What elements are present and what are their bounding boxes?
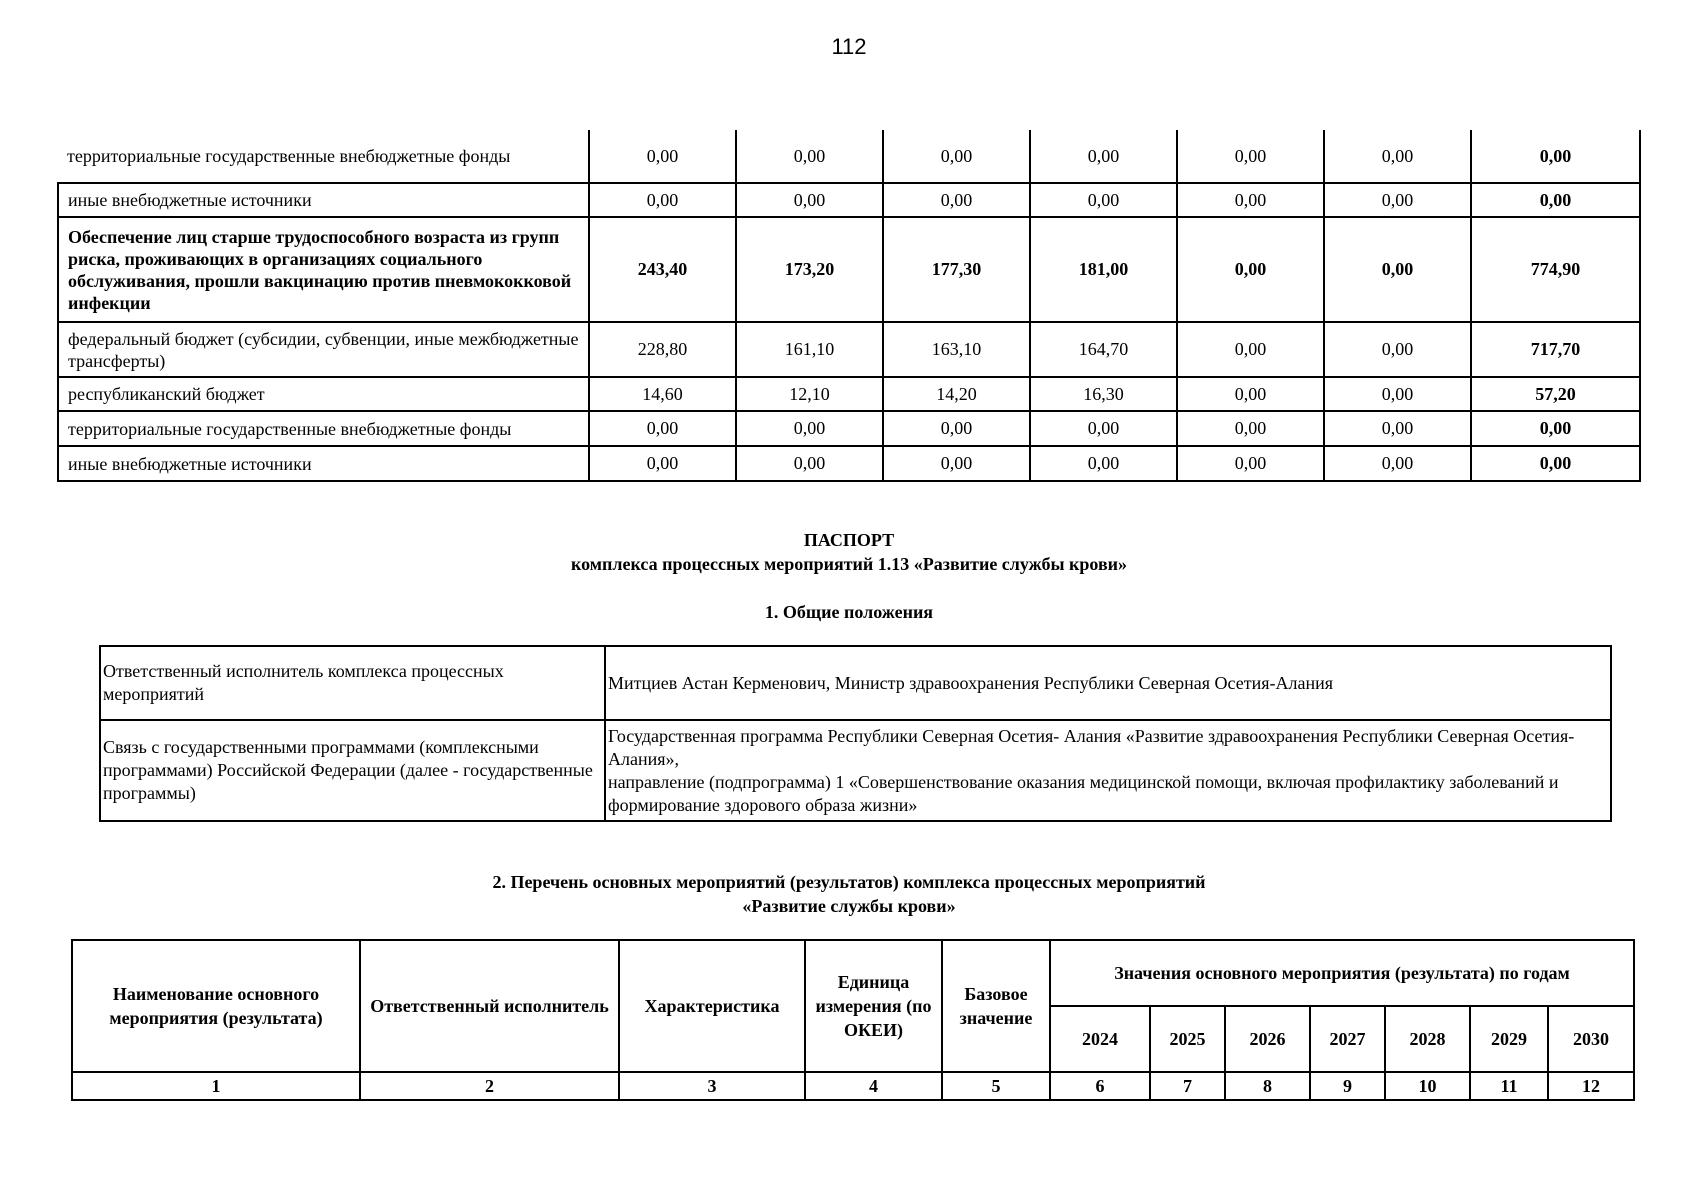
financing-row [58,377,1640,411]
column-number: 6 [1050,1072,1150,1100]
financing-value: 0,00 [1030,130,1177,183]
header-executor: Ответственный исполнитель [360,940,619,1072]
general-value-line: Государственная программа Республики Северная Осетия- Алания «Развитие здравоохранения Республики Северная Осетия-Алания», [608,725,1575,769]
activities-table [71,939,1635,1101]
financing-row [58,322,1640,377]
financing-total: 717,70 [1471,322,1640,377]
year-header: 2028 [1385,1006,1470,1072]
column-number: 5 [942,1072,1050,1100]
financing-value: 0,00 [1177,446,1324,481]
general-value-line: направление (подпрограмма) 1 «Совершенствование оказания медицинской помощи, включая профилактику заболеваний и формирование здорового образа жизни» [608,771,1559,815]
financing-value: 0,00 [883,446,1030,481]
financing-value: 163,10 [883,322,1030,377]
page-number: 112 [831,34,867,59]
financing-total: 57,20 [1471,377,1640,411]
financing-value: 173,20 [736,217,883,322]
numbering-row [72,1072,1634,1100]
column-number: 7 [1150,1072,1225,1100]
header-values-by-year: Значения основного мероприятия (результата) по годам [1050,940,1634,1006]
financing-value: 0,00 [1324,377,1471,411]
financing-value: 12,10 [736,377,883,411]
header-unit: Единица измерения (по ОКЕИ) [805,940,942,1072]
financing-value: 14,60 [589,377,736,411]
financing-value: 0,00 [736,411,883,446]
financing-value: 0,00 [1324,183,1471,217]
financing-value: 0,00 [883,411,1030,446]
financing-value: 0,00 [1324,322,1471,377]
financing-label: территориальные государственные внебюджетные фонды [58,130,589,183]
financing-value: 0,00 [1324,130,1471,183]
financing-value: 181,00 [1030,217,1177,322]
general-row [100,720,1611,821]
financing-value: 0,00 [589,411,736,446]
column-number: 11 [1470,1072,1548,1100]
financing-value: 0,00 [589,446,736,481]
financing-value: 0,00 [736,446,883,481]
general-value [605,720,1611,821]
column-number: 12 [1548,1072,1634,1100]
header-name: Наименование основного мероприятия (результата) [72,940,360,1072]
year-header: 2030 [1548,1006,1634,1072]
column-number: 3 [619,1072,805,1100]
column-number: 2 [360,1072,619,1100]
general-label: Ответственный исполнитель комплекса процессных мероприятий [100,646,605,720]
financing-label: иные внебюджетные источники [58,183,589,217]
column-number: 9 [1310,1072,1385,1100]
financing-value: 16,30 [1030,377,1177,411]
passport-subtitle: комплекса процессных мероприятий 1.13 «Развитие службы крови» [570,554,1128,574]
financing-row [58,130,1640,183]
financing-label: Обеспечение лиц старше трудоспособного возраста из групп риска, проживающих в организациях социального обслуживания, прошли вакцинацию против пневмококковой инфекции [58,217,589,322]
general-label: Связь с государственными программами (комплексными программами) Российской Федерации (далее - государственные программы) [100,720,605,821]
financing-label: республиканский бюджет [58,377,589,411]
section2-title-2: «Развитие службы крови» [742,896,956,916]
activities-header-row [72,940,1634,1006]
section1-title: 1. Общие положения [764,602,934,622]
financing-label: территориальные государственные внебюджетные фонды [58,411,589,446]
financing-value: 0,00 [1177,411,1324,446]
financing-row [58,446,1640,481]
financing-value: 14,20 [883,377,1030,411]
financing-value: 0,00 [883,183,1030,217]
general-provisions-table [99,645,1612,822]
column-number: 4 [805,1072,942,1100]
financing-value: 0,00 [736,130,883,183]
financing-value: 0,00 [1324,446,1471,481]
general-value: Митциев Астан Керменович, Министр здравоохранения Республики Северная Осетия-Алания [605,646,1611,720]
financing-total: 0,00 [1471,130,1640,183]
financing-value: 0,00 [1177,130,1324,183]
financing-value: 0,00 [1030,183,1177,217]
financing-total: 0,00 [1471,411,1640,446]
financing-value: 243,40 [589,217,736,322]
financing-value: 161,10 [736,322,883,377]
financing-row [58,411,1640,446]
financing-value: 0,00 [736,183,883,217]
financing-table [57,130,1641,482]
financing-value: 0,00 [1177,377,1324,411]
financing-value: 177,30 [883,217,1030,322]
financing-value: 0,00 [1177,183,1324,217]
financing-value: 0,00 [589,183,736,217]
year-header: 2026 [1225,1006,1310,1072]
year-header: 2029 [1470,1006,1548,1072]
financing-label: федеральный бюджет (субсидии, субвенции, иные межбюджетные трансферты) [58,322,589,377]
header-characteristic: Характеристика [619,940,805,1072]
financing-value: 0,00 [1324,411,1471,446]
year-header: 2027 [1310,1006,1385,1072]
column-number: 10 [1385,1072,1470,1100]
year-header: 2025 [1150,1006,1225,1072]
financing-value: 164,70 [1030,322,1177,377]
financing-value: 0,00 [1324,217,1471,322]
financing-value: 228,80 [589,322,736,377]
header-base: Базовое значение [942,940,1050,1072]
financing-value: 0,00 [1030,411,1177,446]
financing-value: 0,00 [1177,217,1324,322]
financing-total: 774,90 [1471,217,1640,322]
financing-total: 0,00 [1471,183,1640,217]
financing-value: 0,00 [1177,322,1324,377]
column-number: 8 [1225,1072,1310,1100]
passport-title: ПАСПОРТ [803,530,895,550]
financing-value: 0,00 [589,130,736,183]
column-number: 1 [72,1072,360,1100]
financing-row [58,217,1640,322]
general-row [100,646,1611,720]
financing-total: 0,00 [1471,446,1640,481]
financing-value: 0,00 [883,130,1030,183]
section2-title: 2. Перечень основных мероприятий (результатов) комплекса процессных мероприятий [492,872,1206,892]
financing-row [58,183,1640,217]
financing-value: 0,00 [1030,446,1177,481]
financing-label: иные внебюджетные источники [58,446,589,481]
year-header: 2024 [1050,1006,1150,1072]
